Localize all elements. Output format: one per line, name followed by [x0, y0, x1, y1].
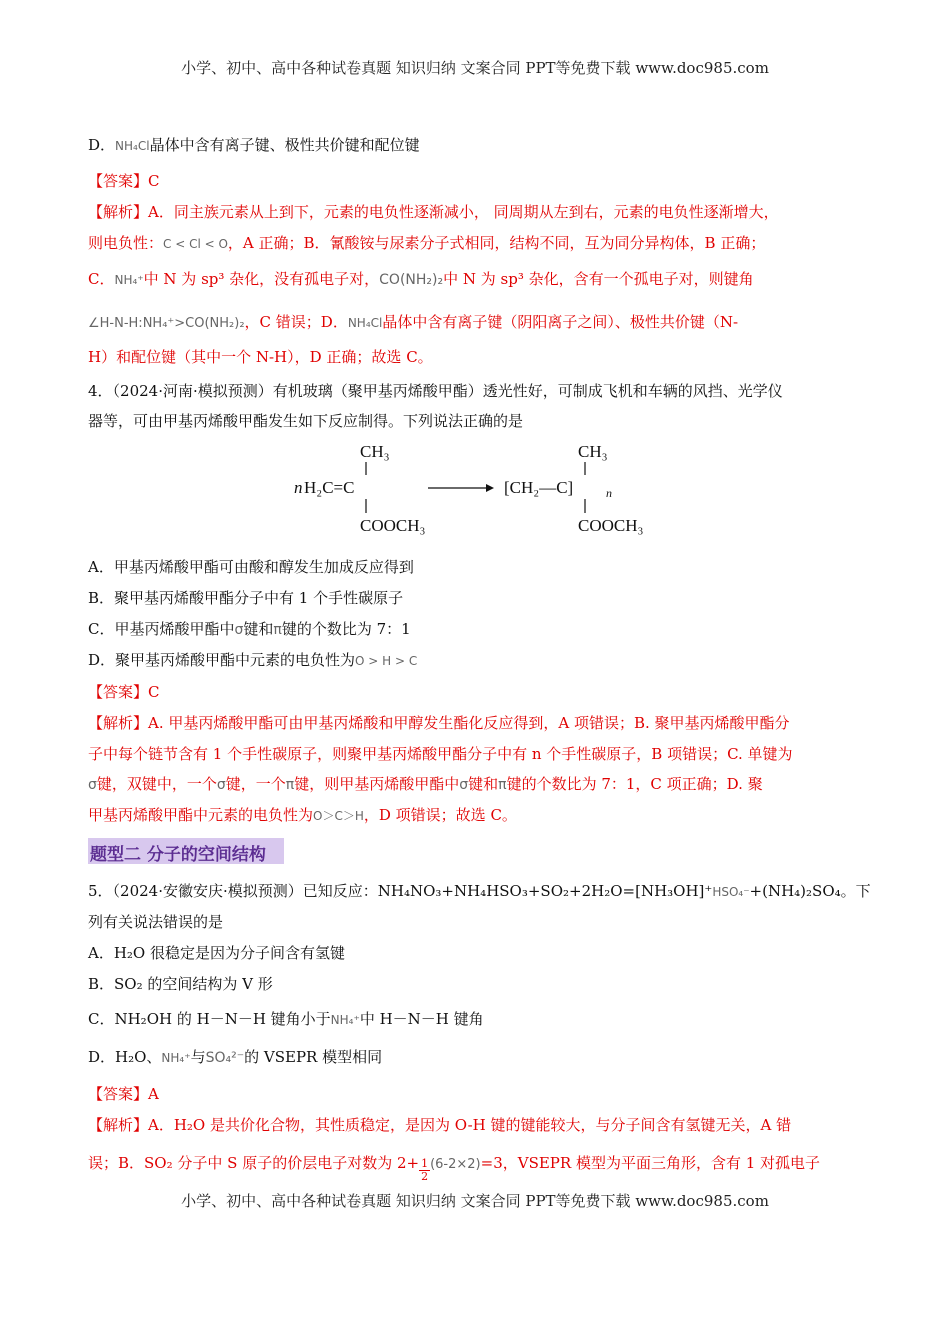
q5-option-d: D．H₂O、NH₄⁺与SO₄²⁻的 VSEPR 模型相同 — [88, 1048, 383, 1066]
reaction-arrowhead — [486, 484, 494, 492]
q4-answer: 【答案】C — [88, 683, 160, 701]
reactant-ch3: CH₃ — [360, 442, 390, 461]
q4-stem-line-2: 器等，可由甲基丙烯酸甲酯发生如下反应制得。下列说法正确的是 — [88, 412, 524, 430]
q4-explanation-line-4: 甲基丙烯酸甲酯中元素的电负性为O＞C＞H，D 项错误；故选 C。 — [88, 806, 517, 824]
q4-option-c: C．甲基丙烯酸甲酯中σ键和π键的个数比为 7：1 — [88, 620, 411, 638]
product-ch3: CH₃ — [578, 442, 608, 461]
polymerization-scheme — [290, 435, 670, 545]
reactant-formula: H₂C=C — [304, 478, 355, 497]
q5-option-c: C．NH₂OH 的 H－N－H 键角小于NH₄⁺中 H－N－H 键角 — [88, 1010, 484, 1028]
product-formula: [CH₂—C] — [504, 478, 574, 497]
q5-stem-line-2: 列有关说法错误的是 — [88, 913, 224, 931]
q5-stem-line-1: 5．（2024·安徽安庆·模拟预测）已知反应：NH₄NO₃+NH₄HSO₃+SO₂+2H₂O=[NH₃OH]⁺HSO₄⁻+(NH₄)₂SO₄。下 — [88, 882, 871, 900]
product-n: n — [606, 486, 612, 500]
q4-option-b: B．聚甲基丙烯酸甲酯分子中有 1 个手性碳原子 — [88, 589, 404, 607]
q3-answer: 【答案】C — [88, 172, 160, 190]
q3-explanation-line-4: ∠H-N-H:NH₄⁺>CO(NH₂)₂，C 错误；D．NH₄Cl晶体中含有离子键（阴阳离子之间）、极性共价键（N- — [88, 313, 739, 331]
q5-explanation-line-2: 误；B．SO₂ 分子中 S 原子的价层电子对数为 2+ $\frac{1}{2}(6-2\times 2)=3$，VSEPR 模型为平面三角形，含有 1 对孤电子 — [88, 1154, 821, 1183]
reactant-n: n — [294, 478, 303, 497]
fraction-one-half: $\frac{1}{2}$ — [421, 1157, 429, 1183]
page-header: 小学、初中、高中各种试卷真题 知识归纳 文案合同 PPT等免费下载 www.doc985.com — [181, 59, 769, 77]
q4-option-d: D．聚甲基丙烯酸甲酯中元素的电负性为O > H > C — [88, 651, 418, 669]
page-footer: 小学、初中、高中各种试卷真题 知识归纳 文案合同 PPT等免费下载 www.doc985.com — [181, 1192, 769, 1210]
q4-explanation-line-3: σ键，双键中，一个σ键，一个π键，则甲基丙烯酸甲酯中σ键和π键的个数比为 7：1，C 项正确；D. 聚 — [88, 775, 763, 793]
q4-explanation-line-2: 子中每个链节含有 1 个手性碳原子，则聚甲基丙烯酸甲酯分子中有 n 个手性碳原子，B 项错误；C. 单键为 — [88, 745, 793, 763]
q5-answer: 【答案】A — [88, 1085, 159, 1103]
product-cooch3: COOCH₃ — [578, 516, 644, 535]
q5-option-a: A．H₂O 很稳定是因为分子间含有氢键 — [88, 944, 345, 962]
q3-explanation-line-1: 【解析】A．同主族元素从上到下，元素的电负性逐渐减小， 同周期从左到右，元素的电负性逐渐增大， — [88, 203, 779, 221]
section-heading: 题型二 分子的空间结构 — [88, 838, 284, 864]
q4-option-a: A．甲基丙烯酸甲酯可由酸和醇发生加成反应得到 — [88, 558, 414, 576]
q5-option-b: B．SO₂ 的空间结构为 V 形 — [88, 975, 273, 993]
nh4cl-formula: NH₄Cl — [115, 139, 150, 153]
q5-explanation-line-1: 【解析】A．H₂O 是共价化合物，其性质稳定，是因为 O-H 键的键能较大，与分子间含有氢键无关，A 错 — [88, 1116, 792, 1134]
q3-option-d: D．NH₄Cl晶体中含有离子键、极性共价键和配位键 — [88, 136, 420, 154]
reactant-cooch3: COOCH₃ — [360, 516, 426, 535]
q3-explanation-line-3: C．NH₄⁺中 N 为 sp³ 杂化，没有孤电子对，CO(NH₂)₂中 N 为 sp³ 杂化，含有一个孤电子对，则键角 — [88, 270, 754, 288]
q4-stem-line-1: 4．（2024·河南·模拟预测）有机玻璃（聚甲基丙烯酸甲酯）透光性好，可制成飞机和车辆的风挡、光学仪 — [88, 382, 783, 400]
q3-explanation-line-2: 则电负性：C < Cl < O，A 正确；B．氰酸铵与尿素分子式相同，结构不同，互为同分异构体，B 正确； — [88, 234, 766, 252]
q4-explanation-line-1: 【解析】A. 甲基丙烯酸甲酯可由甲基丙烯酸和甲醇发生酯化反应得到，A 项错误；B. 聚甲基丙烯酸甲酯分 — [88, 714, 790, 732]
q3-explanation-line-5: H）和配位键（其中一个 N-H），D 正确；故选 C。 — [88, 348, 433, 366]
